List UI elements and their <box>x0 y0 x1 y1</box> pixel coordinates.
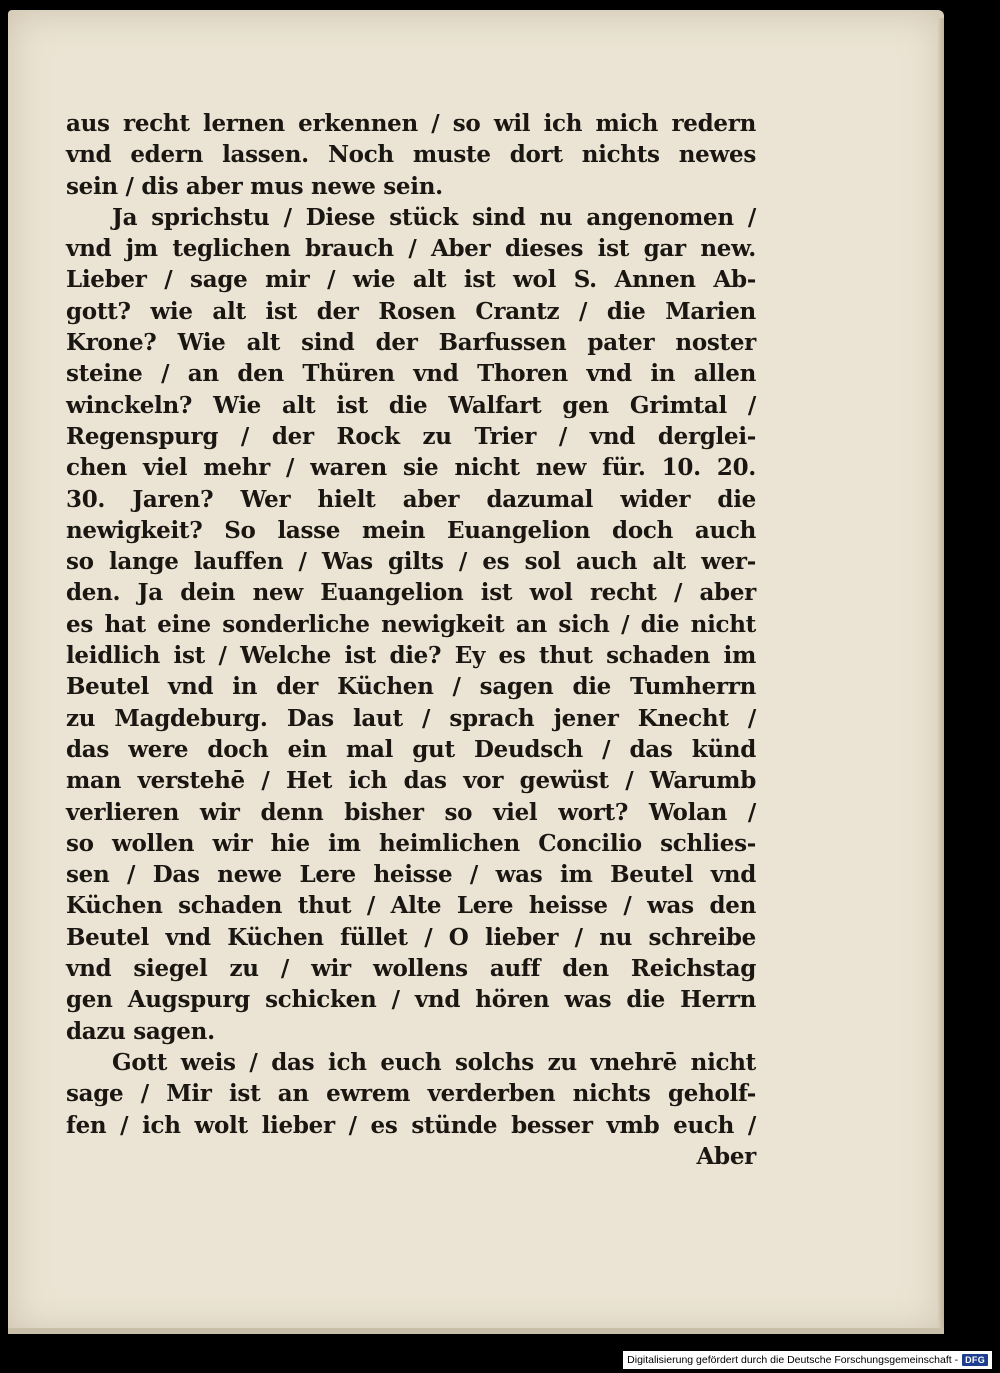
text-line-27: Beutel vnd Küchen füllet / O lieber / nu schreibe <box>66 923 756 951</box>
text-line-26: Küchen schaden thut / Alte Lere heisse / was den <box>66 892 756 920</box>
text-line-8: Krone? Wie alt sind der Barfussen pater noster <box>66 329 756 357</box>
text-line-12: chen viel mehr / waren sie nicht new für. 10. 20. <box>66 454 756 482</box>
text-line-21: das were doch ein mal gut Deudsch / das künd <box>66 735 756 763</box>
footer-credit-text: Digitalisierung gefördert durch die Deutsche Forschungsgemeinschaft - <box>627 1354 959 1366</box>
page-bottom-edge <box>8 1328 944 1334</box>
text-line-2: vnd edern lassen. Noch muste dort nichts newes <box>66 141 756 169</box>
text-line-7: gott? wie alt ist der Rosen Crantz / die Marien <box>66 297 756 325</box>
text-line-4: Ja sprichstu / Diese stück sind nu angenomen / <box>112 203 756 231</box>
digitization-footer <box>623 1351 992 1369</box>
text-line-29: gen Augspurg schicken / vnd hören was die Herrn <box>66 986 756 1014</box>
text-line-19: Beutel vnd in der Küchen / sagen die Tumherrn <box>66 673 756 701</box>
text-line-28: vnd siegel zu / wir wollens auff den Reichstag <box>66 955 756 983</box>
text-line-9: steine / an den Thüren vnd Thoren vnd in allen <box>66 360 756 388</box>
text-line-14: newigkeit? So lasse mein Euangelion doch auch <box>66 516 756 544</box>
page-text-block <box>66 108 756 1172</box>
text-line-15: so lange lauffen / Was gilts / es sol auch alt wer- <box>66 548 756 576</box>
text-line-32: sage / Mir ist an ewrem verderben nichts geholf- <box>66 1080 756 1108</box>
book-page <box>8 10 944 1334</box>
catchword: Aber <box>696 1142 756 1170</box>
text-line-10: winckeln? Wie alt ist die Walfart gen Grimtal / <box>66 391 756 419</box>
page-right-edge <box>938 18 944 1328</box>
text-line-18: leidlich ist / Welche ist die? Ey es thut schaden im <box>66 642 756 670</box>
text-line-31: Gott weis / das ich euch solchs zu vnehrē nicht <box>112 1048 756 1076</box>
text-line-13: 30. Jaren? Wer hielt aber dazumal wider die <box>66 485 756 513</box>
text-line-20: zu Magdeburg. Das laut / sprach jener Knecht / <box>66 704 756 732</box>
text-line-24: so wollen wir hie im heimlichen Concilio schlies- <box>66 829 756 857</box>
text-line-22: man verstehē / Het ich das vor gewüst / Warumb <box>66 767 756 795</box>
text-line-3: sein / dis aber mus newe sein. <box>66 172 443 200</box>
text-line-1: aus recht lernen erkennen / so wil ich mich redern <box>66 110 756 137</box>
text-line-30: dazu sagen. <box>66 1017 215 1045</box>
text-line-6: Lieber / sage mir / wie alt ist wol S. Annen Ab- <box>66 266 756 294</box>
text-line-25: sen / Das newe Lere heisse / was im Beutel vnd <box>66 861 756 889</box>
text-line-11: Regenspurg / der Rock zu Trier / vnd derglei- <box>66 422 756 450</box>
text-line-16: den. Ja dein new Euangelion ist wol recht / aber <box>66 579 756 607</box>
text-line-17: es hat eine sonderliche newigkeit an sich / die nicht <box>66 610 756 638</box>
text-line-5: vnd jm teglichen brauch / Aber dieses ist gar new. <box>66 235 756 263</box>
dfg-logo-icon: DFG <box>962 1354 988 1366</box>
text-line-23: verlieren wir denn bisher so viel wort? Wolan / <box>66 798 756 826</box>
text-line-33: fen / ich wolt lieber / es stünde besser vmb euch / <box>66 1111 756 1139</box>
